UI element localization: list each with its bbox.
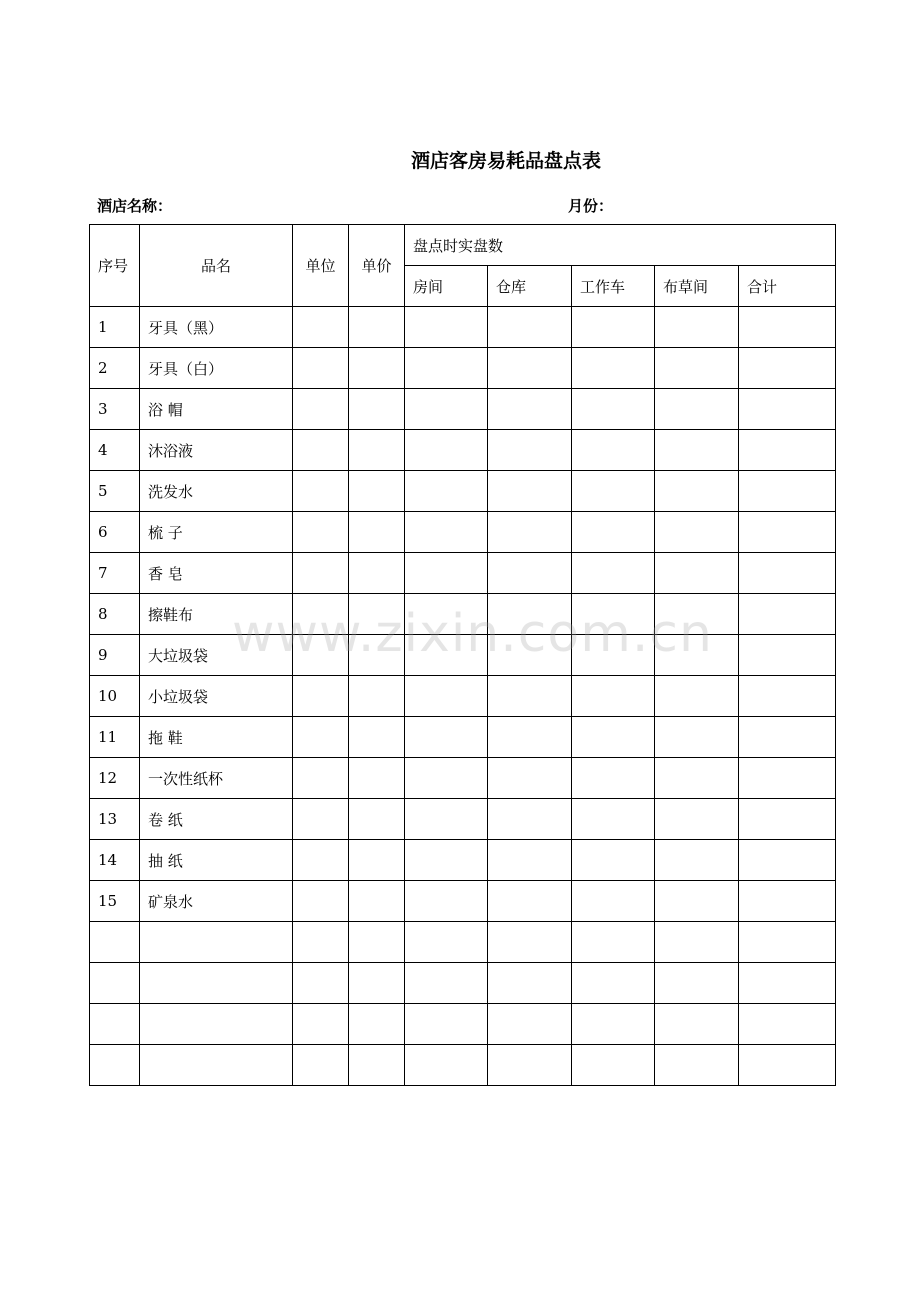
row-room-cell[interactable] [405,471,488,512]
row-price-cell[interactable] [349,758,405,799]
row-unit-cell[interactable] [293,348,349,389]
row-item-name: 浴 帽 [140,389,293,430]
row-seq: 6 [90,512,140,553]
row-item-name: 梳 子 [140,512,293,553]
row-cart-cell[interactable] [572,799,655,840]
row-room-cell[interactable] [405,512,488,553]
row-total-cell[interactable] [739,1004,836,1045]
table-row [90,799,836,840]
row-item-name [140,963,293,1004]
row-linen-cell[interactable] [655,758,739,799]
row-room-cell[interactable] [405,758,488,799]
row-total-cell[interactable] [739,1045,836,1086]
row-warehouse-cell[interactable] [488,594,572,635]
row-warehouse-cell[interactable] [488,1045,572,1086]
row-seq: 9 [90,635,140,676]
row-warehouse-cell[interactable] [488,963,572,1004]
row-seq: 13 [90,799,140,840]
month-label: 月份： [568,197,614,215]
row-warehouse-cell[interactable] [488,881,572,922]
row-item-name: 牙具（白） [140,348,293,389]
table-row [90,553,836,594]
row-linen-cell[interactable] [655,307,739,348]
row-seq: 8 [90,594,140,635]
row-item-name: 矿泉水 [140,881,293,922]
row-item-name [140,1004,293,1045]
row-cart-cell[interactable] [572,1045,655,1086]
row-price-cell[interactable] [349,471,405,512]
row-unit-cell[interactable] [293,758,349,799]
row-linen-cell[interactable] [655,1004,739,1045]
row-linen-cell[interactable] [655,348,739,389]
table-row [90,922,836,963]
row-price-cell[interactable] [349,307,405,348]
row-cart-cell[interactable] [572,307,655,348]
row-cart-cell[interactable] [572,922,655,963]
table-row [90,307,836,348]
row-price-cell[interactable] [349,922,405,963]
row-unit-cell[interactable] [293,922,349,963]
header-name: 品名 [140,225,293,307]
row-price-cell[interactable] [349,799,405,840]
row-price-cell[interactable] [349,430,405,471]
row-item-name [140,922,293,963]
row-linen-cell[interactable] [655,922,739,963]
row-room-cell[interactable] [405,840,488,881]
row-total-cell[interactable] [739,430,836,471]
row-total-cell[interactable] [739,389,836,430]
table-row [90,676,836,717]
row-seq: 10 [90,676,140,717]
row-warehouse-cell[interactable] [488,512,572,553]
row-cart-cell[interactable] [572,471,655,512]
row-total-cell[interactable] [739,348,836,389]
watermark: www.zixin.com.cn [232,604,713,664]
row-warehouse-cell[interactable] [488,307,572,348]
row-cart-cell[interactable] [572,553,655,594]
row-total-cell[interactable] [739,799,836,840]
row-unit-cell[interactable] [293,512,349,553]
row-seq: 2 [90,348,140,389]
row-unit-cell[interactable] [293,881,349,922]
row-unit-cell[interactable] [293,635,349,676]
row-total-cell[interactable] [739,758,836,799]
row-seq: 3 [90,389,140,430]
row-price-cell[interactable] [349,1045,405,1086]
row-cart-cell[interactable] [572,635,655,676]
row-total-cell[interactable] [739,676,836,717]
table-row [90,512,836,553]
row-warehouse-cell[interactable] [488,840,572,881]
header-unit: 单位 [293,225,349,307]
row-cart-cell[interactable] [572,430,655,471]
row-warehouse-cell[interactable] [488,553,572,594]
row-linen-cell[interactable] [655,553,739,594]
row-unit-cell[interactable] [293,307,349,348]
header-cart: 工作车 [572,266,655,307]
row-unit-cell[interactable] [293,594,349,635]
row-cart-cell[interactable] [572,717,655,758]
row-price-cell[interactable] [349,553,405,594]
row-total-cell[interactable] [739,307,836,348]
row-seq [90,1045,140,1086]
row-linen-cell[interactable] [655,512,739,553]
row-room-cell[interactable] [405,348,488,389]
row-room-cell[interactable] [405,594,488,635]
row-item-name: 卷 纸 [140,799,293,840]
row-warehouse-cell[interactable] [488,389,572,430]
row-warehouse-cell[interactable] [488,471,572,512]
header-room: 房间 [405,266,488,307]
row-item-name: 洗发水 [140,471,293,512]
row-price-cell[interactable] [349,635,405,676]
row-item-name [140,1045,293,1086]
page-title: 酒店客房易耗品盘点表 [410,150,601,172]
row-warehouse-cell[interactable] [488,922,572,963]
row-room-cell[interactable] [405,676,488,717]
row-price-cell[interactable] [349,1004,405,1045]
row-total-cell[interactable] [739,471,836,512]
row-price-cell[interactable] [349,881,405,922]
row-seq: 1 [90,307,140,348]
row-cart-cell[interactable] [572,963,655,1004]
row-unit-cell[interactable] [293,1004,349,1045]
row-linen-cell[interactable] [655,799,739,840]
row-linen-cell[interactable] [655,635,739,676]
table-row [90,1004,836,1045]
row-total-cell[interactable] [739,881,836,922]
row-seq: 5 [90,471,140,512]
table-row [90,594,836,635]
table-row [90,635,836,676]
row-unit-cell[interactable] [293,471,349,512]
header-total: 合计 [739,266,836,307]
header-price: 单价 [349,225,405,307]
row-total-cell[interactable] [739,512,836,553]
table-row [90,389,836,430]
row-room-cell[interactable] [405,389,488,430]
row-cart-cell[interactable] [572,1004,655,1045]
table-row [90,840,836,881]
row-price-cell[interactable] [349,512,405,553]
row-item-name: 小垃圾袋 [140,676,293,717]
row-total-cell[interactable] [739,594,836,635]
row-warehouse-cell[interactable] [488,348,572,389]
row-unit-cell[interactable] [293,717,349,758]
row-unit-cell[interactable] [293,963,349,1004]
row-seq: 4 [90,430,140,471]
table-row [90,1045,836,1086]
row-warehouse-cell[interactable] [488,430,572,471]
row-room-cell[interactable] [405,553,488,594]
header-count-group: 盘点时实盘数 [405,225,836,266]
table-row [90,348,836,389]
row-price-cell[interactable] [349,717,405,758]
row-total-cell[interactable] [739,553,836,594]
row-linen-cell[interactable] [655,840,739,881]
row-item-name: 牙具（黑） [140,307,293,348]
row-unit-cell[interactable] [293,430,349,471]
row-item-name: 擦鞋布 [140,594,293,635]
row-seq: 11 [90,717,140,758]
row-warehouse-cell[interactable] [488,758,572,799]
row-seq: 15 [90,881,140,922]
row-linen-cell[interactable] [655,963,739,1004]
row-warehouse-cell[interactable] [488,799,572,840]
row-warehouse-cell[interactable] [488,676,572,717]
row-price-cell[interactable] [349,348,405,389]
header-seq: 序号 [90,225,140,307]
row-unit-cell[interactable] [293,676,349,717]
inventory-table [89,224,836,1086]
row-room-cell[interactable] [405,963,488,1004]
row-total-cell[interactable] [739,717,836,758]
row-unit-cell[interactable] [293,553,349,594]
row-warehouse-cell[interactable] [488,1004,572,1045]
table-row [90,471,836,512]
row-total-cell[interactable] [739,635,836,676]
header-warehouse: 仓库 [488,266,572,307]
row-unit-cell[interactable] [293,389,349,430]
row-seq [90,963,140,1004]
row-linen-cell[interactable] [655,717,739,758]
hotel-name-label: 酒店名称： [97,197,173,215]
row-cart-cell[interactable] [572,676,655,717]
row-seq: 7 [90,553,140,594]
table-row [90,963,836,1004]
row-linen-cell[interactable] [655,881,739,922]
row-room-cell[interactable] [405,1004,488,1045]
table-row [90,717,836,758]
row-room-cell[interactable] [405,922,488,963]
row-item-name: 一次性纸杯 [140,758,293,799]
row-unit-cell[interactable] [293,840,349,881]
row-linen-cell[interactable] [655,594,739,635]
row-seq [90,1004,140,1045]
row-seq: 14 [90,840,140,881]
row-item-name: 抽 纸 [140,840,293,881]
row-linen-cell[interactable] [655,471,739,512]
row-room-cell[interactable] [405,635,488,676]
row-linen-cell[interactable] [655,1045,739,1086]
row-warehouse-cell[interactable] [488,635,572,676]
row-total-cell[interactable] [739,922,836,963]
row-linen-cell[interactable] [655,676,739,717]
row-item-name: 香 皂 [140,553,293,594]
row-linen-cell[interactable] [655,389,739,430]
row-unit-cell[interactable] [293,799,349,840]
row-room-cell[interactable] [405,717,488,758]
table-row [90,430,836,471]
row-seq: 12 [90,758,140,799]
table-body [90,307,836,1086]
row-linen-cell[interactable] [655,430,739,471]
row-seq [90,922,140,963]
row-room-cell[interactable] [405,881,488,922]
row-total-cell[interactable] [739,963,836,1004]
row-unit-cell[interactable] [293,1045,349,1086]
row-item-name: 沐浴液 [140,430,293,471]
row-room-cell[interactable] [405,307,488,348]
row-cart-cell[interactable] [572,594,655,635]
row-item-name: 大垃圾袋 [140,635,293,676]
row-room-cell[interactable] [405,1045,488,1086]
row-warehouse-cell[interactable] [488,717,572,758]
row-cart-cell[interactable] [572,512,655,553]
row-room-cell[interactable] [405,430,488,471]
row-cart-cell[interactable] [572,840,655,881]
row-cart-cell[interactable] [572,348,655,389]
row-cart-cell[interactable] [572,758,655,799]
row-item-name: 拖 鞋 [140,717,293,758]
row-cart-cell[interactable] [572,389,655,430]
table-row [90,758,836,799]
row-price-cell[interactable] [349,594,405,635]
row-room-cell[interactable] [405,799,488,840]
row-total-cell[interactable] [739,840,836,881]
row-cart-cell[interactable] [572,881,655,922]
row-price-cell[interactable] [349,963,405,1004]
row-price-cell[interactable] [349,389,405,430]
row-price-cell[interactable] [349,676,405,717]
table-row [90,881,836,922]
header-linen: 布草间 [655,266,739,307]
row-price-cell[interactable] [349,840,405,881]
